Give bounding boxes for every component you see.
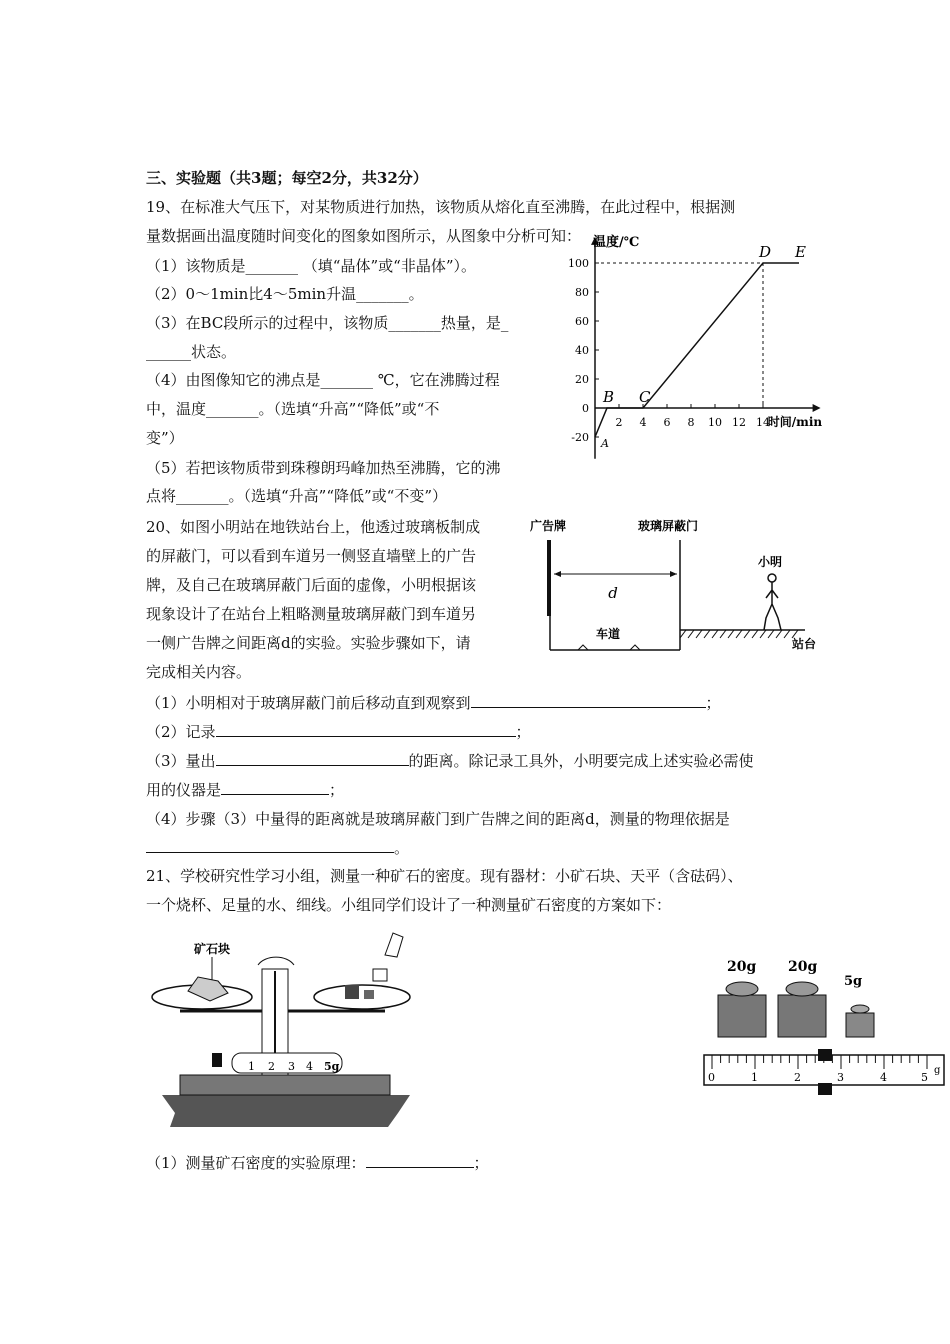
point-label-B: B (603, 388, 615, 406)
q21-part1-blank[interactable] (366, 1153, 474, 1168)
q20-part2 (146, 722, 531, 742)
ruler-4: 4 (880, 1071, 887, 1084)
y-tick-label: 0 (582, 402, 589, 415)
rider (212, 1053, 222, 1067)
origin-label: A (601, 437, 609, 450)
q20-stem-line3: 牌，及自己在玻璃屏蔽门后面的虚像，小明根据该 (146, 576, 477, 594)
scale-2: 2 (268, 1060, 275, 1073)
q21-part1-end: ； (473, 1154, 489, 1172)
point-label-D: D (759, 243, 772, 261)
fig-d-label: d (608, 584, 618, 602)
point-label-E: E (795, 243, 806, 261)
weight-label-2: 20g (788, 959, 818, 975)
ruler-unit: g (934, 1065, 941, 1076)
section-title: 三、实验题（共3题；每空2分，共32分） (146, 169, 428, 187)
q20-stem-line2: 的屏蔽门，可以看到车道另一侧竖直墙壁上的广告 (146, 547, 477, 565)
q20-part4-line2 (146, 838, 409, 858)
q19-part5-line2: 点将_______。（选填“升高”“降低”或“不变”） (146, 487, 448, 505)
weight-label-3: 5g (844, 974, 863, 989)
ruler-3: 3 (837, 1071, 844, 1084)
q20-stem-line4: 现象设计了在站台上粗略测量玻璃屏蔽门到车道另 (146, 605, 477, 623)
scale-5g: 5g (324, 1060, 340, 1073)
x-tick-label: 6 (663, 416, 671, 429)
q19-stem-line2: 量数据画出温度随时间变化的图象如图所示，从图象中分析可知： (146, 227, 582, 245)
weight-20g-b-knob (786, 982, 818, 996)
balance-body (180, 1075, 390, 1095)
balance-base (162, 1095, 410, 1127)
q20-part1 (146, 693, 721, 713)
x-axis-label: 时间/min (767, 415, 823, 429)
q19-part1: （1）该物质是_______ （填“晶体”或“非晶体”）。 (146, 257, 476, 275)
hand-icon (385, 933, 403, 957)
q20-part4-line1: （4）步骤（3）中量得的距离就是玻璃屏蔽门到广告牌之间的距离d，测量的物理依据是 (146, 810, 730, 828)
q21-part1-text: （1）测量矿石密度的实验原理： (146, 1154, 366, 1172)
ruler-5: 5 (921, 1071, 928, 1084)
y-tick-label: 80 (575, 286, 589, 299)
fig-ad-label: 广告牌 (530, 519, 567, 533)
y-tick-label: -20 (571, 431, 589, 444)
fig-ore-label: 矿石块 (194, 942, 231, 956)
q21-stem-line2: 一个烧杯、足量的水、细线。小组同学们设计了一种测量矿石密度的方案如下： (146, 896, 672, 914)
weight-20g-b (778, 995, 826, 1037)
q20-stem-line5: 一侧广告牌之间距离d的实验。实验步骤如下，请 (146, 634, 471, 652)
q20-part1-end: ； (705, 694, 721, 712)
temperature-series-line (595, 263, 799, 437)
weight-20g-a (718, 995, 766, 1037)
q19-part2: （2）0～1min比4～5min升温_______。 (146, 285, 424, 303)
fig-track-label: 车道 (596, 627, 621, 641)
y-tick-label: 40 (575, 344, 589, 357)
q20-part2-text: （2）记录 (146, 723, 216, 741)
weight-20g-a-knob (726, 982, 758, 996)
q20-stem-line1: 20、如图小明站在地铁站台上，他透过玻璃板制成 (146, 518, 481, 536)
x-axis-arrow (813, 404, 821, 412)
q20-instrument-blank[interactable] (221, 780, 329, 795)
q20-part1-blank[interactable] (471, 693, 706, 708)
dial (258, 957, 294, 965)
q20-stem-line6: 完成相关内容。 (146, 663, 252, 681)
y-axis-label: 温度/℃ (593, 235, 640, 251)
q19-part4-line1: （4）由图像知它的沸点是_______ ℃，它在沸腾过程 (146, 371, 500, 389)
q20-part3b-text: 用的仪器是 (146, 781, 222, 799)
q20-part2-end: ； (515, 723, 531, 741)
q20-part3-line2 (146, 780, 344, 800)
pan-weight (345, 985, 359, 999)
q20-part3-text: （3）量出 (146, 752, 216, 770)
q19-part3-line1: （3）在BC段所示的过程中，该物质_______热量，是_ (146, 314, 509, 332)
x-tick-label: 14 (756, 416, 770, 429)
x-tick-label: 8 (687, 416, 695, 429)
weight-label-1: 20g (727, 959, 757, 975)
q20-part3b-end: ； (329, 781, 345, 799)
platform-hatch (680, 630, 798, 638)
x-tick-label: 4 (639, 416, 647, 429)
q19-part5-line1: （5）若把该物质带到珠穆朗玛峰加热至沸腾，它的沸 (146, 459, 501, 477)
y-tick-label: 100 (568, 257, 589, 270)
q19-part3-line2: ______状态。 (146, 343, 237, 361)
q20-part4-end: 。 (394, 839, 410, 857)
ruler-0: 0 (708, 1071, 715, 1084)
fig-glass-label: 玻璃屏蔽门 (638, 519, 699, 533)
scale-4: 4 (306, 1060, 313, 1073)
q20-part3-line1 (146, 751, 754, 771)
q20-part3-blank[interactable] (216, 751, 409, 766)
ruler-rider-top (818, 1049, 832, 1061)
held-weight (373, 969, 387, 981)
rider-ruler (700, 1045, 948, 1095)
q20-part3-end: 的距离。除记录工具外，小明要完成上述实验必需使 (408, 752, 754, 770)
q19-part4-line2: 中，温度_______。（选填“升高”“降低”或“不 (146, 400, 440, 418)
scale-3: 3 (288, 1060, 295, 1073)
point-label-C: C (639, 388, 651, 406)
right-pan (314, 985, 410, 1009)
fig-ming-label: 小明 (758, 555, 783, 569)
weights-figure (700, 955, 900, 1045)
q21-stem-line1: 21、学校研究性学习小组，测量一种矿石的密度。现有器材：小矿石块、天平（含砝码）、 (146, 867, 743, 885)
y-tick-label: 20 (575, 373, 589, 386)
x-tick-label: 2 (615, 416, 623, 429)
ruler-rider-bottom (818, 1083, 832, 1095)
weight-5g-knob (851, 1005, 869, 1013)
q21-part1 (146, 1153, 489, 1173)
x-tick-label: 12 (732, 416, 746, 429)
q19-stem-line1: 19、在标准大气压下，对某物质进行加热，该物质从熔化直至沸腾，在此过程中，根据测 (146, 198, 736, 216)
x-tick-label: 10 (708, 416, 722, 429)
ruler-1: 1 (751, 1071, 758, 1084)
ruler-2: 2 (794, 1071, 801, 1084)
q20-principle-blank[interactable] (146, 838, 394, 853)
subway-platform-figure (520, 512, 840, 662)
temperature-time-chart (555, 235, 855, 468)
fig-platform-label: 站台 (792, 637, 817, 651)
pan-weight-small (364, 990, 374, 999)
scale-1: 1 (248, 1060, 255, 1073)
q19-part4-line3: 变”） (146, 429, 184, 447)
q20-part2-blank[interactable] (216, 722, 516, 737)
weight-5g (846, 1013, 874, 1037)
y-tick-label: 60 (575, 315, 589, 328)
q20-part1-text: （1）小明相对于玻璃屏蔽门前后移动直到观察到 (146, 694, 471, 712)
stick-figure-icon (764, 574, 781, 630)
balance-figure (140, 925, 430, 1135)
